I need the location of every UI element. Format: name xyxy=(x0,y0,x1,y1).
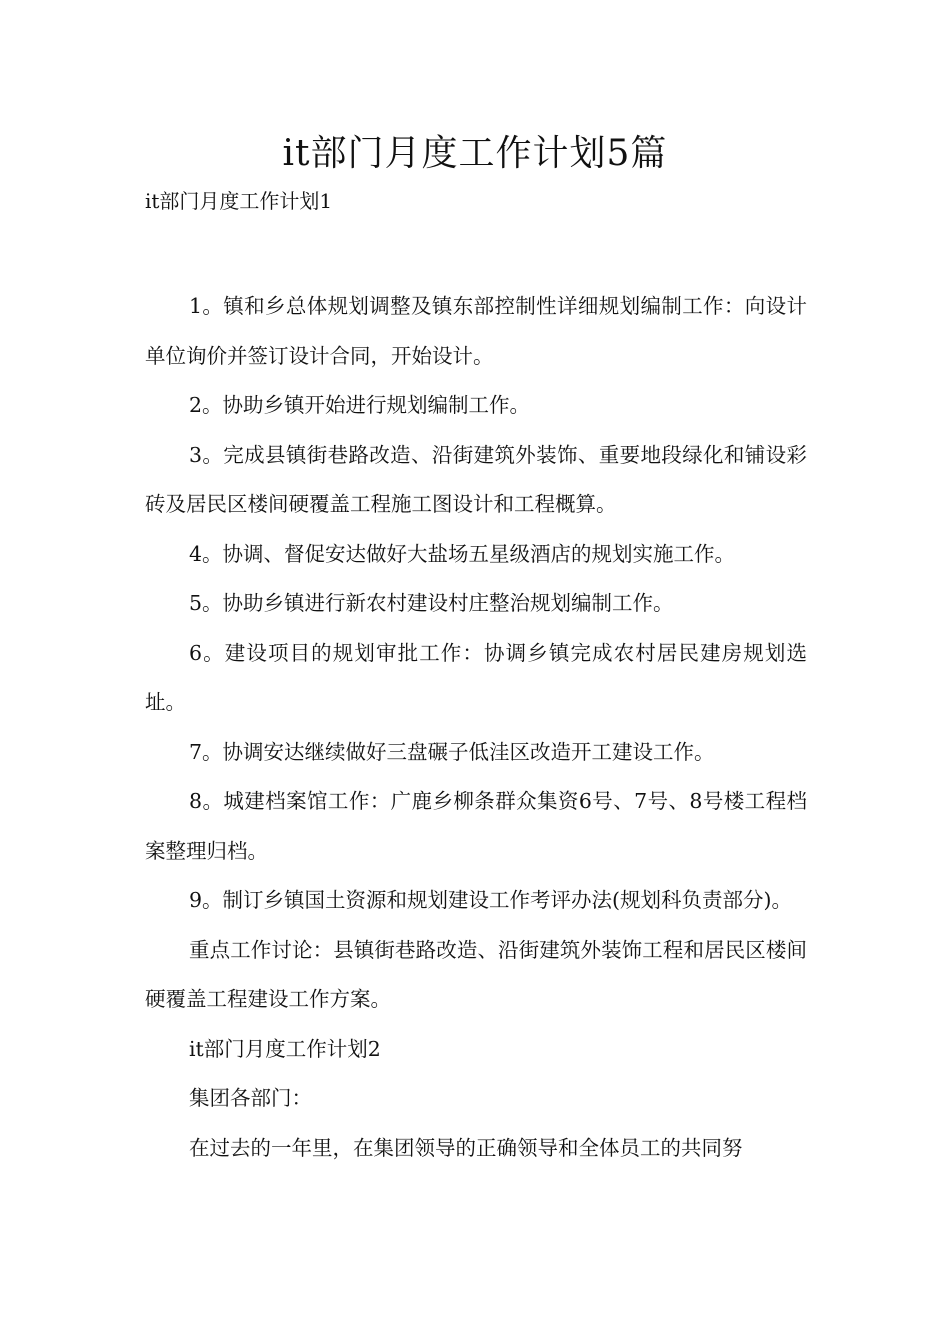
section-heading-2: it部门月度工作计划2 xyxy=(189,1036,381,1061)
section-heading-1: it部门月度工作计划1 xyxy=(145,189,333,213)
paragraph-item-6: 6。建设项目的规划审批工作：协调乡镇完成农村居民建房规划选址。 xyxy=(145,640,807,714)
document-title: it部门月度工作计划5篇 xyxy=(282,133,668,174)
document-body xyxy=(145,282,807,1173)
paragraph-item-9: 9。制订乡镇国土资源和规划建设工作考评办法(规划科负责部分)。 xyxy=(189,888,793,912)
key-work-paragraph: 重点工作讨论：县镇街巷路改造、沿街建筑外装饰工程和居民区楼间硬覆盖工程建设工作方案。 xyxy=(145,937,807,1011)
opening-paragraph: 在过去的一年里，在集团领导的正确领导和全体员工的共同努 xyxy=(189,1135,743,1160)
paragraph-item-1: 1。镇和乡总体规划调整及镇东部控制性详细规划编制工作：向设计单位询价并签订设计合同，开始设计。 xyxy=(145,294,807,368)
paragraph-item-8: 8。城建档案馆工作：广鹿乡柳条群众集资6号、7号、8号楼工程档案整理归档。 xyxy=(145,789,807,863)
paragraph-item-5: 5。协助乡镇进行新农村建设村庄整治规划编制工作。 xyxy=(189,591,674,615)
paragraph-item-2: 2。协助乡镇开始进行规划编制工作。 xyxy=(189,393,531,417)
paragraph-item-7: 7。协调安达继续做好三盘碾子低洼区改造开工建设工作。 xyxy=(189,739,715,764)
paragraph-item-3: 3。完成县镇街巷路改造、沿街建筑外装饰、重要地段绿化和铺设彩砖及居民区楼间硬覆盖工程施工图设计和工程概算。 xyxy=(145,442,807,516)
salutation: 集团各部门： xyxy=(189,1086,312,1110)
paragraph-item-4: 4。协调、督促安达做好大盐场五星级酒店的规划实施工作。 xyxy=(189,541,736,566)
